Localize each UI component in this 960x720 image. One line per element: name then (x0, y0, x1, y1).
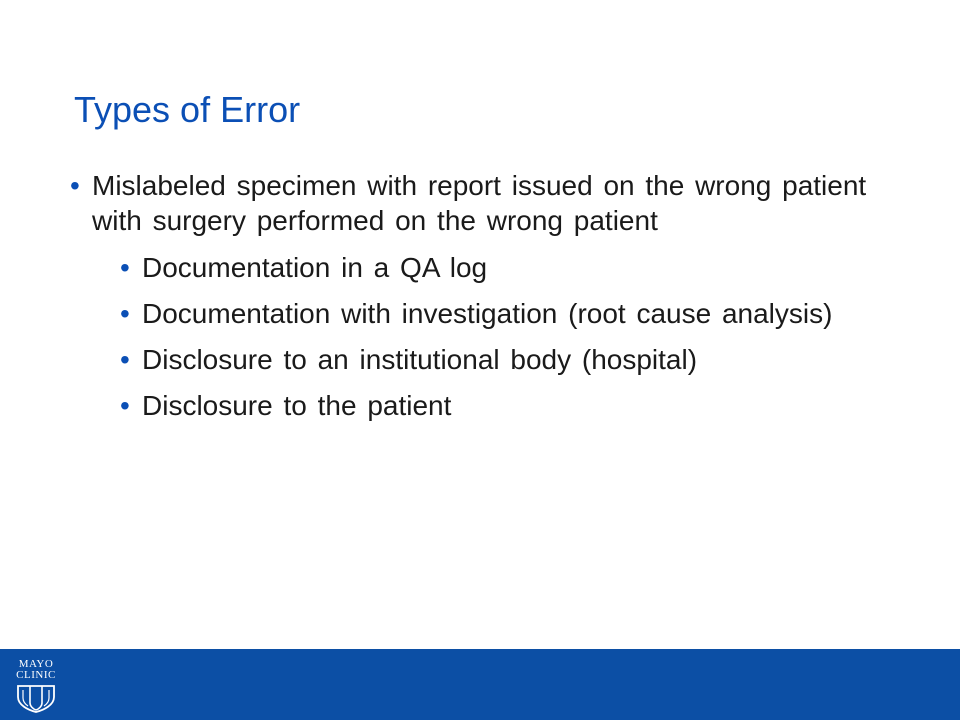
logo-line-1: MAYO (18, 658, 54, 670)
bullet-dot-icon: • (120, 252, 130, 283)
bullet-text: Documentation with investigation (root cause analysis) (142, 298, 833, 329)
bullet-text: Disclosure to an institutional body (hospital) (142, 344, 698, 375)
bullet-list (70, 168, 900, 434)
mayo-clinic-logo (10, 659, 62, 717)
sub-bullet-item (120, 342, 900, 377)
footer-bar (0, 649, 960, 720)
bullet-text: Documentation in a QA log (142, 252, 488, 283)
bullet-item (70, 168, 900, 238)
slide-title: Types of Error (74, 89, 301, 130)
bullet-dot-icon: • (70, 170, 80, 201)
bullet-dot-icon: • (120, 344, 130, 375)
bullet-text: Mislabeled specimen with report issued on the wrong patient with surgery performed on the wrong patient (92, 170, 867, 236)
bullet-text: Disclosure to the patient (142, 390, 452, 421)
sub-bullet-item (120, 388, 900, 423)
three-shields-icon (14, 683, 58, 713)
sub-bullet-item (120, 250, 900, 285)
logo-line-2: CLINIC (16, 669, 56, 681)
sub-bullet-item (120, 296, 900, 331)
bullet-dot-icon: • (120, 298, 130, 329)
bullet-dot-icon: • (120, 390, 130, 421)
